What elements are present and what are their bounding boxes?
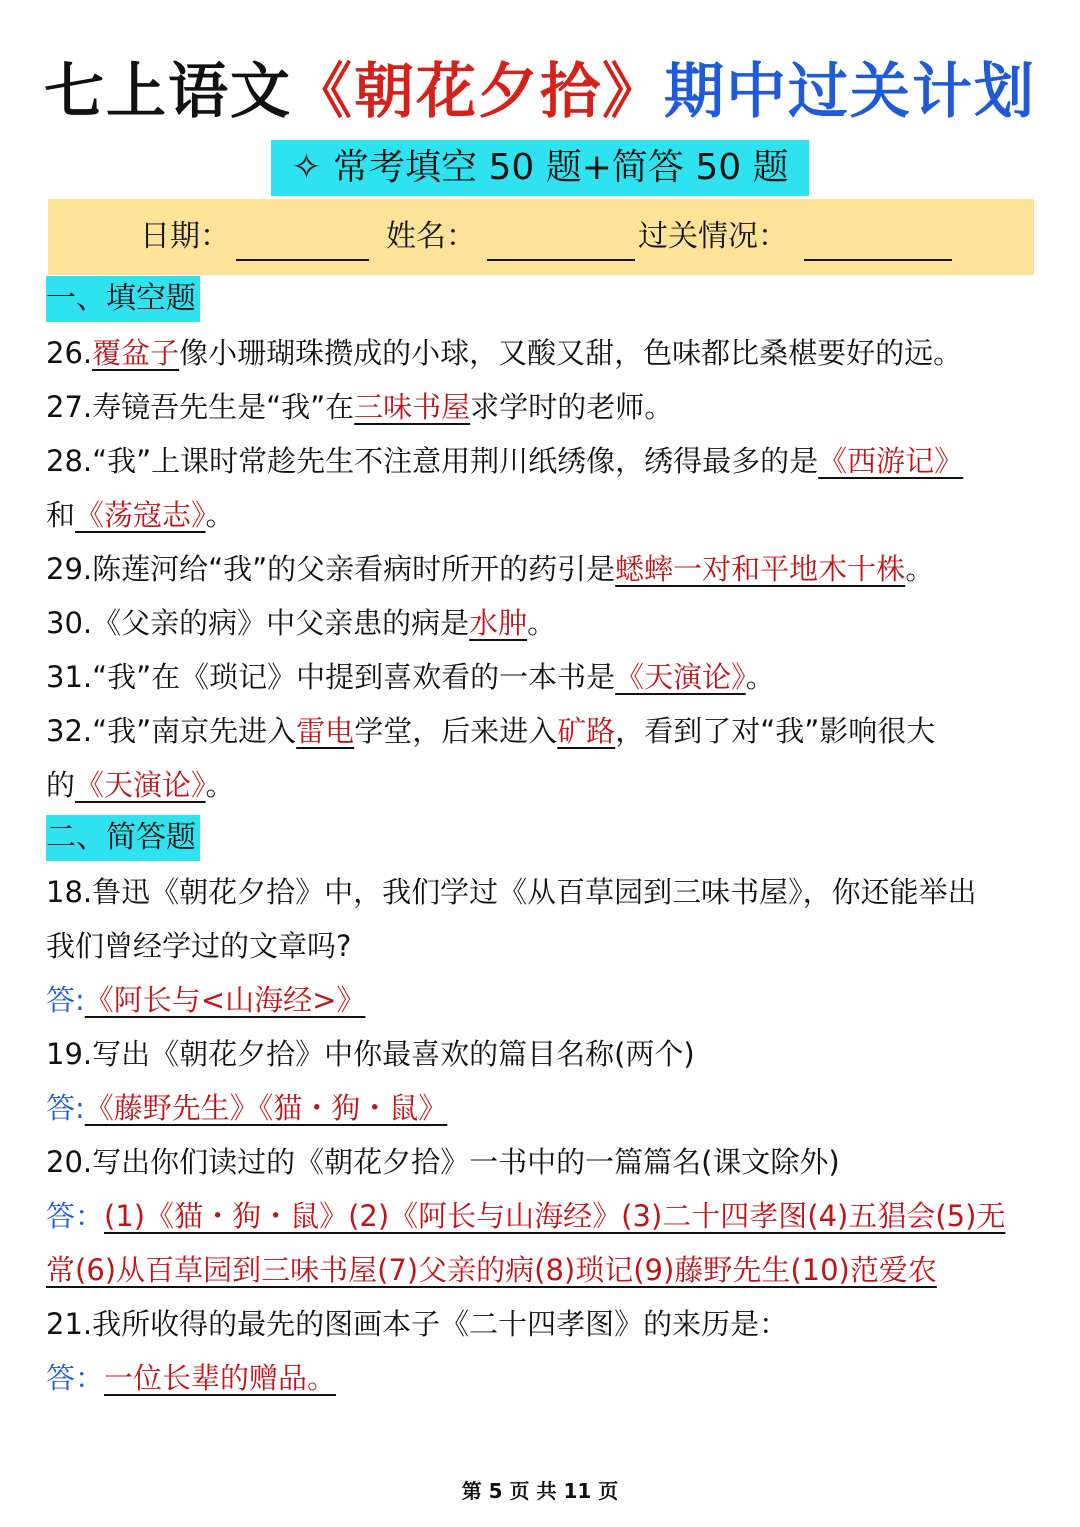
- answer-18-label: 答:: [46, 983, 85, 1017]
- q29-answer: 蟋蟀一对和平地木十株: [615, 552, 906, 586]
- q28-and: 和: [46, 498, 76, 532]
- question-29: [46, 549, 934, 589]
- title-part1: 七上语文: [44, 57, 292, 127]
- q32-text: 32.“我”南京先进入: [46, 714, 297, 748]
- q31-answer: 《天演论》: [615, 660, 746, 694]
- question-31: [46, 657, 775, 697]
- answer-21: [46, 1358, 336, 1398]
- q31-end: 。: [745, 660, 775, 694]
- q29-end: 。: [905, 552, 935, 586]
- q32-text-mid1: 学堂，后来进入: [354, 714, 558, 748]
- question-27: [46, 387, 673, 427]
- status-label: 过关情况：: [638, 219, 788, 254]
- answer-20-label: 答：: [46, 1199, 105, 1233]
- q27-text: 27.寿镜吾先生是“我”在: [46, 390, 355, 424]
- name-blank: [487, 259, 635, 261]
- q28-answer-1: 《西游记》: [818, 444, 964, 478]
- q26-text: 像小珊瑚珠攒成的小球，又酸又甜，色味都比桑椹要好的远。: [179, 336, 963, 370]
- section-short-heading: 二、简答题: [46, 815, 200, 861]
- section-fill-heading: 一、填空题: [46, 276, 200, 322]
- q28-answer-2: 《荡寇志》: [75, 498, 206, 532]
- q32-answer-3: 《天演论》: [75, 768, 206, 802]
- q32-end: 。: [205, 768, 235, 802]
- q27-text-end: 求学时的老师。: [470, 390, 674, 424]
- q26-answer: 覆盆子: [92, 336, 180, 370]
- q30-answer: 水肿: [469, 606, 528, 640]
- answer-18: [46, 980, 365, 1020]
- q31-text: 31.“我”在《琐记》中提到喜欢看的一本书是: [46, 660, 616, 694]
- question-21: 21.我所收得的最先的图画本子《二十四孝图》的来历是：: [46, 1307, 789, 1341]
- q32-text-line2: 的: [46, 768, 76, 802]
- page-footer: 第 5 页 共 11 页: [461, 1479, 619, 1503]
- q28-end: 。: [205, 498, 235, 532]
- question-18: 18.鲁迅《朝花夕拾》中，我们学过《从百草园到三味书屋》，你还能举出: [46, 875, 977, 909]
- q28-text: 28.“我”上课时常趁先生不注意用荆川纸绣像，绣得最多的是: [46, 444, 819, 478]
- question-32-line2: [46, 765, 235, 805]
- q32-answer-1: 雷电: [296, 714, 355, 748]
- status-blank: [804, 259, 952, 261]
- info-bar: [48, 199, 1034, 275]
- question-28-line2: [46, 495, 235, 535]
- name-label: 姓名：: [386, 219, 476, 254]
- answer-20-line2: [46, 1250, 937, 1290]
- answer-20: [46, 1196, 1005, 1236]
- question-30: [46, 603, 556, 643]
- title-part3: 期中过关计划: [664, 57, 1036, 127]
- answer-20-text: (1)《猫・狗・鼠》(2)《阿长与山海经》(3)二十四孝图(4)五猖会(5)无: [104, 1199, 1006, 1233]
- q26-number: 26.: [46, 336, 93, 370]
- question-32: [46, 711, 935, 751]
- answer-20-text-line2: 常(6)从百草园到三味书屋(7)父亲的病(8)琐记(9)藤野先生(10)范爱农: [46, 1253, 937, 1287]
- subtitle-banner: ✧ 常考填空 50 题+简答 50 题: [271, 140, 809, 196]
- question-18-line2: 我们曾经学过的文章吗?: [46, 929, 352, 963]
- answer-19: [46, 1088, 447, 1128]
- q32-text-mid2: ，看到了对“我”影响很大: [615, 714, 936, 748]
- title-part2: 《朝花夕拾》: [292, 57, 664, 127]
- question-19: 19.写出《朝花夕拾》中你最喜欢的篇目名称(两个): [46, 1037, 695, 1071]
- answer-21-text: 一位长辈的赠品。: [104, 1361, 337, 1395]
- date-blank: [236, 259, 369, 261]
- answer-21-label: 答：: [46, 1361, 105, 1395]
- q27-answer: 三味书屋: [354, 390, 471, 424]
- q30-text: 30.《父亲的病》中父亲患的病是: [46, 606, 470, 640]
- question-20: 20.写出你们读过的《朝花夕拾》一书中的一篇篇名(课文除外): [46, 1145, 840, 1179]
- page-title: [0, 52, 1080, 132]
- q29-text: 29.陈莲河给“我”的父亲看病时所开的药引是: [46, 552, 616, 586]
- q30-end: 。: [527, 606, 557, 640]
- date-label: 日期：: [140, 219, 230, 254]
- answer-19-label: 答:: [46, 1091, 85, 1125]
- answer-18-text: 《阿长与<山海经>》: [84, 983, 366, 1017]
- answer-19-text: 《藤野先生》《猫・狗・鼠》: [84, 1091, 448, 1125]
- question-28: [46, 441, 963, 481]
- q32-answer-2: 矿路: [557, 714, 616, 748]
- question-26: [46, 333, 962, 373]
